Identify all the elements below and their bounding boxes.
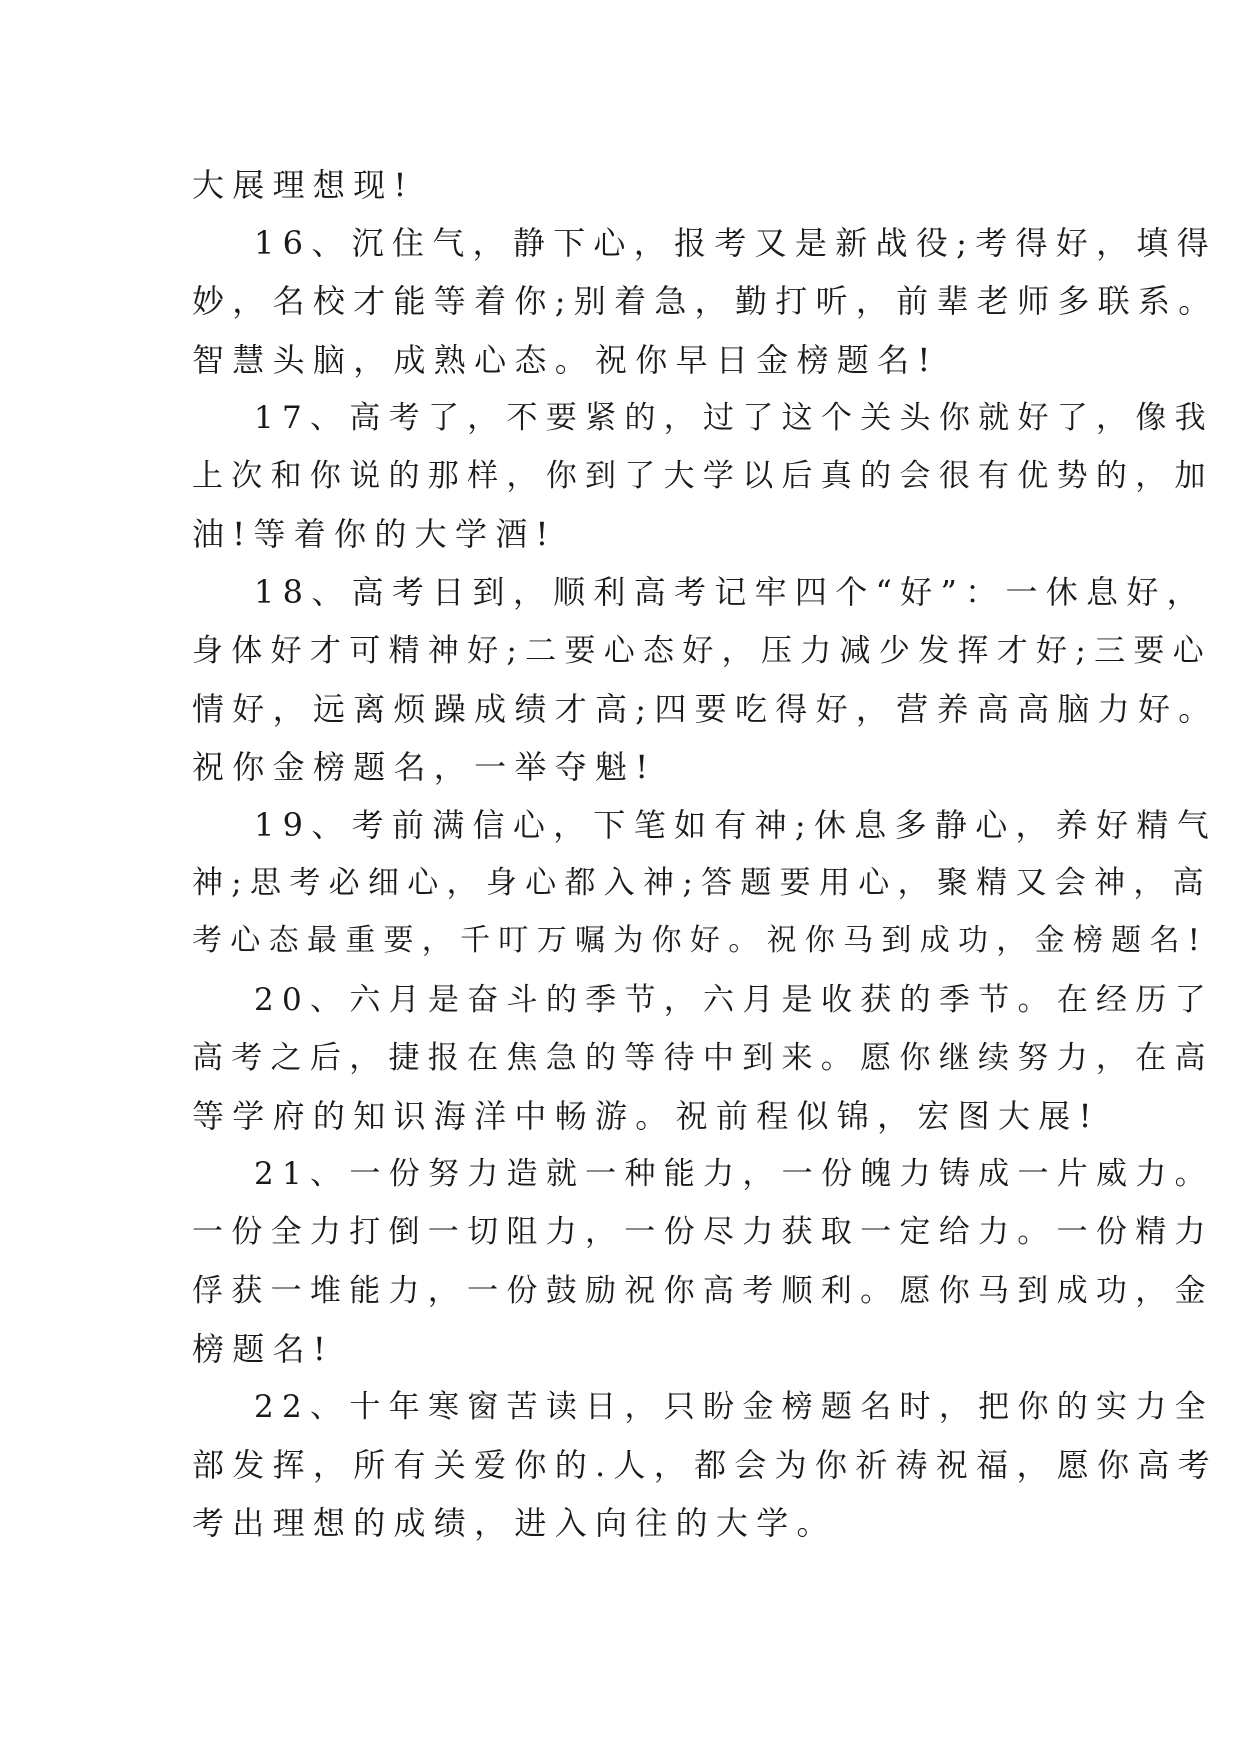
paragraph-20-line-1: 20、六月是奋斗的季节，六月是收获的季节。在经历了	[254, 981, 1214, 1018]
paragraph-18-line-4: 祝你金榜题名，一举夺魁!	[192, 747, 657, 786]
paragraph-21-line-3: 俘获一堆能力，一份鼓励祝你高考顺利。愿你马到成功，金	[192, 1272, 1214, 1309]
paragraph-22-line-1: 22、十年寒窗苦读日，只盼金榜题名时，把你的实力全	[254, 1388, 1214, 1425]
paragraph-22-line-3: 考出理想的成绩，进入向往的大学。	[192, 1504, 837, 1543]
paragraph-21-line-1: 21、一份努力造就一种能力，一份魄力铸成一片威力。	[254, 1156, 1214, 1193]
paragraph-17-line-2: 上次和你说的那样，你到了大学以后真的会很有优势的，加	[192, 457, 1214, 494]
paragraph-22-line-2: 部发挥，所有关爱你的.人，都会为你祈祷祝福，愿你高考	[192, 1446, 1218, 1485]
body-text	[192, 156, 1219, 1553]
paragraph-21-line-2: 一份全力打倒一切阻力，一份尽力获取一定给力。一份精力	[192, 1214, 1214, 1251]
paragraph-16-line-3: 智慧头脑，成熟心态。祝你早日金榜题名!	[192, 340, 939, 379]
paragraph-21-line-4: 榜题名!	[192, 1329, 335, 1368]
paragraph-18-line-2: 身体好才可精神好;二要心态好，压力减少发挥才好;三要心	[192, 632, 1212, 669]
paragraph-18-line-3: 情好，远离烦躁成绩才高;四要吃得好，营养高高脑力好。	[192, 689, 1219, 728]
paragraph-20-line-3: 等学府的知识海洋中畅游。祝前程似锦，宏图大展!	[192, 1097, 1100, 1135]
paragraph-16-line-2: 妙，名校才能等着你;别着急，勤打听，前辈老师多联系。	[192, 282, 1219, 321]
paragraph-19-line-3: 考心态最重要，千叮万嘱为你好。祝你马到成功，金榜题名!	[192, 923, 1209, 959]
text-line: 大展理想现!	[192, 166, 415, 204]
paragraph-17-line-1: 17、高考了，不要紧的，过了这个关头你就好了，像我	[254, 399, 1214, 436]
paragraph-17-line-3: 油!等着你的大学酒!	[192, 515, 557, 554]
paragraph-20-line-2: 高考之后，捷报在焦急的等待中到来。愿你继续努力，在高	[192, 1039, 1214, 1076]
paragraph-19-line-1: 19、考前满信心，下笔如有神;休息多静心，养好精气	[254, 806, 1218, 845]
paragraph-16-line-1: 16、沉住气，静下心，报考又是新战役;考得好，填得	[254, 224, 1218, 263]
paragraph-19-line-2: 神;思考必细心，身心都入神;答题要用心，聚精又会神，高	[192, 865, 1212, 902]
paragraph-18-line-1: 18、高考日到，顺利高考记牢四个“好”：一休息好，	[254, 573, 1207, 612]
